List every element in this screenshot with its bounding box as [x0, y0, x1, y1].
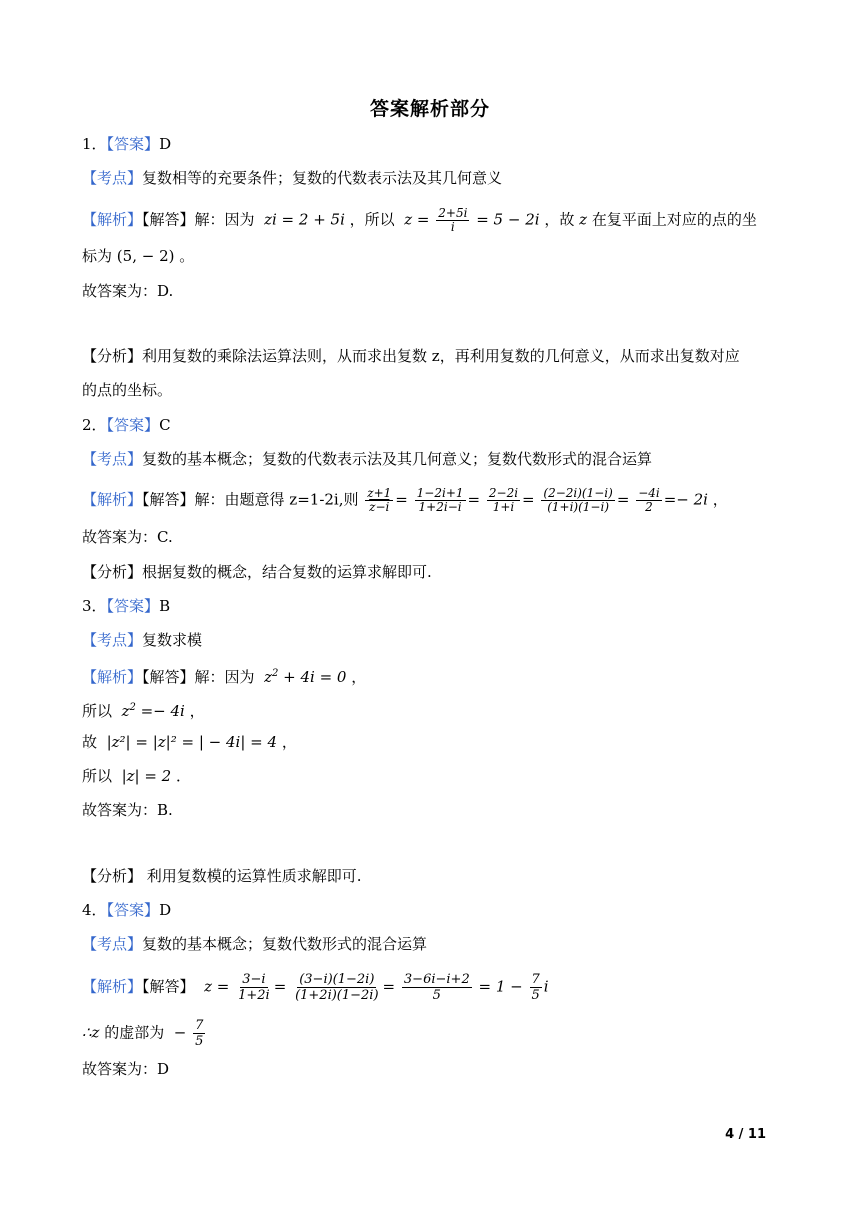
fenxi-tag: 【分析】 — [82, 347, 143, 365]
jiexi-tag: 【解析】 — [82, 977, 143, 996]
q2-point-line — [82, 449, 652, 469]
q2-point: 复数的基本概念；复数的代数表示法及其几何意义；复数代数形式的混合运算 — [142, 450, 653, 468]
jieda-tag: 【解答】 — [142, 668, 195, 686]
point-tag: 【考点】 — [82, 169, 143, 187]
q4-number: 4． — [82, 901, 107, 919]
q2-comma: ， — [712, 490, 728, 509]
q4-solution-line: 【解析】【解答】 z = $\frac{3-i}{1+2i}$ = $\frac{(3-i)(1-2i)}{(1+2i)(1-2i)}$ = $\frac{3-6i-i+2}{5}$ = 1 − $\frac{7}{5}$ i — [82, 972, 549, 1003]
q2-number: 2． — [82, 416, 107, 434]
q3-eq3: |z²| = |z|² = | − 4i| = 4 — [106, 733, 278, 751]
q3-comma: ， — [351, 668, 367, 686]
q1-point-coord: (5, − 2) — [116, 247, 175, 265]
answer-tag: 【答案】 — [106, 135, 160, 153]
q1-eq2: = 5 − 2i — [476, 210, 540, 229]
q3-analysis-line — [82, 866, 362, 886]
q1-answer-line — [82, 134, 171, 154]
q1-eq1: zi = 2 + 5i — [264, 210, 345, 229]
q1-answer: D — [159, 135, 172, 153]
q4-i: i — [543, 977, 549, 996]
q1-analysis-line1 — [82, 346, 740, 366]
q2-analysis-line — [82, 562, 432, 582]
q1-line2-text: 标为 — [82, 247, 113, 265]
jiexi-tag: 【解析】 — [82, 210, 143, 229]
q4-frac4: $\frac{7}{5}$ — [531, 972, 540, 1003]
q1-line2-end: 。 — [179, 247, 195, 265]
q3-l4-text: 所以 — [82, 767, 113, 785]
q2-solution-line: 【解析】【解答】解：由题意得 z=1-2i,则 $\frac{z+1}{z-i}$ = $\frac{1-2i+1}{1+2i-i}$ = $\frac{2-2i}{1+i}$ = $\frac{(2-2i)(1-i)}{(1+i)(1-i)}$ = $\frac{-4i}{2}$ =− 2i ， — [82, 486, 728, 514]
q3-eq2: $z^2 =- 4i$ — [121, 702, 185, 720]
q3-analysis: 利用复数模的运算性质求解即可. — [142, 867, 362, 885]
jieda-tag: 【解答】 — [142, 210, 195, 229]
q3-eq1: $z^2 + 4i = 0$ — [264, 668, 347, 686]
point-tag: 【考点】 — [82, 935, 143, 953]
q3-line4 — [82, 766, 191, 786]
q1-final: 故答案为：D. — [82, 282, 174, 300]
q1-z: z = — [404, 210, 430, 229]
q4-frac3: $\frac{3-6i-i+2}{5}$ — [403, 972, 470, 1003]
q2-frac5: $\frac{-4i}{2}$ — [638, 486, 660, 514]
fenxi-tag: 【分析】 — [82, 867, 143, 885]
q2-answer: C — [159, 416, 171, 434]
q4-minus: − — [173, 1023, 187, 1042]
q1-sol-text2: ，所以 — [349, 210, 395, 229]
jiexi-tag: 【解析】 — [82, 668, 143, 686]
q4-frac2: $\frac{(3-i)(1-2i)}{(1+2i)(1-2i)}$ — [295, 972, 379, 1003]
fenxi-tag: 【分析】 — [82, 563, 143, 581]
q1-solution-line2 — [82, 246, 194, 266]
jiexi-tag: 【解析】 — [82, 490, 143, 509]
page-number: 4 / 11 — [725, 1127, 766, 1142]
q3-answer-line — [82, 596, 170, 616]
q1-number: 1． — [82, 135, 107, 153]
q4-answer-line — [82, 900, 171, 920]
q1-analysis: 利用复数的乘除法运算法则，从而求出复数 z，再利用复数的几何意义，从而求出复数对应 — [142, 347, 740, 365]
q1-sol-text: 解：因为 — [194, 210, 255, 229]
q2-answer-line — [82, 415, 171, 435]
q3-answer: B — [159, 597, 171, 615]
q2-frac2: $\frac{1-2i+1}{1+2i-i}$ — [416, 486, 464, 514]
q4-line2 — [82, 1018, 207, 1049]
q3-sol-text: 解：因为 — [194, 668, 255, 686]
q2-final: 故答案为：C. — [82, 528, 173, 546]
q1-point: 复数相等的充要条件；复数的代数表示法及其几何意义 — [142, 169, 503, 187]
q3-line3 — [82, 732, 297, 752]
q4-therefore: ∴z — [82, 1023, 100, 1042]
q4-eq-tail: = 1 − — [478, 977, 523, 996]
q3-l3-text: 故 — [82, 733, 98, 751]
q3-l4-end: ． — [176, 767, 192, 785]
q1-fraction: $\frac{2+5i}{i}$ — [438, 206, 468, 234]
q4-frac1: $\frac{3-i}{1+2i}$ — [238, 972, 270, 1003]
point-tag: 【考点】 — [82, 450, 143, 468]
answer-tag: 【答案】 — [106, 901, 160, 919]
q2-frac1: $\frac{z+1}{z-i}$ — [367, 486, 392, 514]
q1-analysis-line2: 的点的坐标。 — [82, 381, 173, 399]
q3-line2 — [82, 698, 205, 721]
jieda-tag: 【解答】 — [142, 977, 195, 996]
q3-comma: ， — [281, 733, 297, 751]
q1-sol-text3: ，故 — [544, 210, 575, 229]
answer-tag: 【答案】 — [106, 597, 160, 615]
q4-final: 故答案为：D — [82, 1060, 170, 1078]
q3-number: 3． — [82, 597, 107, 615]
q2-sol-text: 解：由题意得 z=1-2i,则 — [194, 490, 359, 509]
q4-point: 复数的基本概念；复数代数形式的混合运算 — [142, 935, 428, 953]
q2-tail: =− 2i — [663, 490, 708, 509]
q1-sol-text4: 在复平面上对应的点的坐 — [591, 210, 757, 229]
q3-solution-line — [82, 664, 366, 687]
jieda-tag: 【解答】 — [142, 490, 195, 509]
q3-comma: ， — [189, 702, 205, 720]
q3-eq4: |z| = 2 — [121, 767, 172, 785]
q3-l2-text: 所以 — [82, 702, 113, 720]
q3-point: 复数求模 — [142, 631, 203, 649]
point-tag: 【考点】 — [82, 631, 143, 649]
q4-frac5: $\frac{7}{5}$ — [195, 1018, 204, 1049]
q3-final: 故答案为：B. — [82, 801, 173, 819]
q4-l2-text: 的虚部为 — [104, 1023, 165, 1042]
q2-analysis: 根据复数的概念，结合复数的运算求解即可. — [142, 563, 432, 581]
q4-z-eq: z = — [204, 977, 230, 996]
q1-solution-line — [82, 207, 757, 234]
q2-frac4: $\frac{(2-2i)(1-i)}{(1+i)(1-i)}$ — [543, 486, 613, 514]
q2-frac3: $\frac{2-2i}{1+i}$ — [488, 486, 519, 514]
q4-answer: D — [159, 901, 172, 919]
page-title: 答案解析部分 — [369, 98, 490, 120]
q3-point-line — [82, 630, 202, 650]
q1-point-line — [82, 168, 502, 188]
answer-tag: 【答案】 — [106, 416, 160, 434]
q1-z2: z — [579, 210, 588, 229]
q4-point-line — [82, 934, 427, 954]
